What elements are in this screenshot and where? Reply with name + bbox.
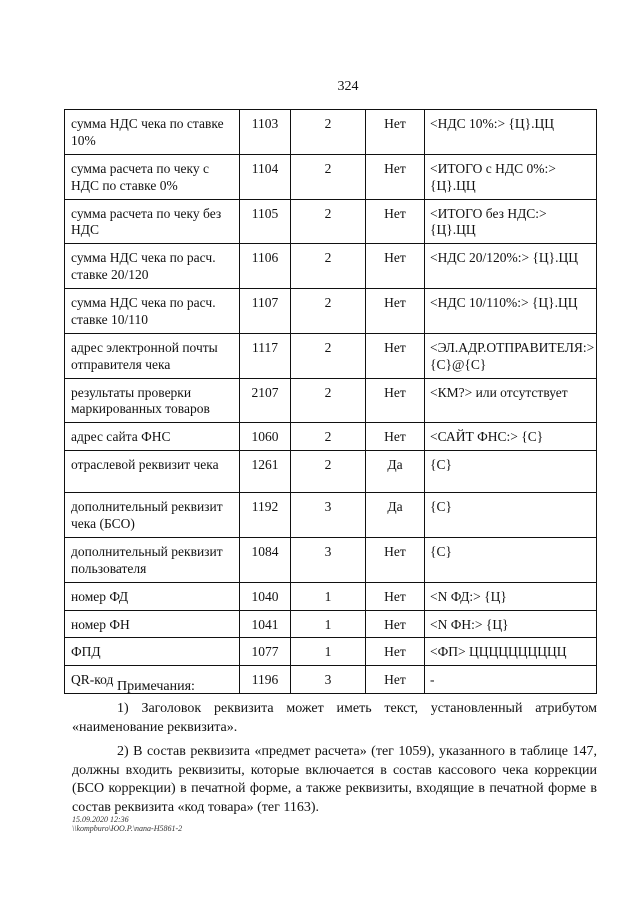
table-row: [65, 110, 597, 155]
requisite-mandatory: Нет: [366, 423, 425, 451]
requisite-format: <НДС 10%:> {Ц}.ЦЦ: [425, 110, 597, 155]
requisite-tag: 2107: [240, 378, 291, 423]
requisite-length: 2: [291, 378, 366, 423]
table-row: [65, 199, 597, 244]
requisite-tag: 1084: [240, 537, 291, 582]
requisite-name: сумма расчета по чеку без НДС: [65, 199, 240, 244]
requisite-length: 2: [291, 154, 366, 199]
print-stamp: [72, 815, 182, 833]
requisite-mandatory: Нет: [366, 199, 425, 244]
requisite-length: 1: [291, 638, 366, 666]
table-row: [65, 493, 597, 538]
table-row: [65, 451, 597, 493]
requisite-format: <N ФН:> {Ц}: [425, 610, 597, 638]
requisite-format: {C}: [425, 537, 597, 582]
requisite-name: сумма расчета по чеку с НДС по ставке 0%: [65, 154, 240, 199]
requisite-format: <ЭЛ.АДР.ОТПРАВИТЕЛЯ:> {C}@{C}: [425, 333, 597, 378]
note-2: 2) В состав реквизита «предмет расчета» (тег 1059), указанного в таблице 147, должны входить реквизиты, которые включается в состав кассового чека коррекции (БСО коррекции) в печатной форме, а также реквизиты, входящие в печатной форме в состав реквизита «код товара» (тег 1163).: [72, 744, 597, 815]
requisite-format: <N ФД:> {Ц}: [425, 582, 597, 610]
requisite-name: ФПД: [65, 638, 240, 666]
requisites-table: [64, 109, 597, 694]
requisite-mandatory: Нет: [366, 537, 425, 582]
requisite-name: результаты проверки маркированных товаров: [65, 378, 240, 423]
table-row: [65, 378, 597, 423]
requisite-format: <САЙТ ФНС:> {C}: [425, 423, 597, 451]
table-row: [65, 610, 597, 638]
table-row: [65, 638, 597, 666]
table-row: [65, 333, 597, 378]
requisite-length: 2: [291, 423, 366, 451]
requisite-mandatory: Нет: [366, 244, 425, 289]
requisite-format: <ИТОГО с НДС 0%:> {Ц}.ЦЦ: [425, 154, 597, 199]
requisite-tag: 1106: [240, 244, 291, 289]
table-row: [65, 244, 597, 289]
requisite-format: {C}: [425, 451, 597, 493]
requisite-format: <КМ?> или отсутствует: [425, 378, 597, 423]
requisite-tag: 1041: [240, 610, 291, 638]
requisite-tag: 1196: [240, 666, 291, 694]
requisite-tag: 1077: [240, 638, 291, 666]
requisite-name: сумма НДС чека по расч. ставке 10/110: [65, 289, 240, 334]
requisite-mandatory: Нет: [366, 110, 425, 155]
requisite-mandatory: Нет: [366, 666, 425, 694]
requisite-format: <НДС 10/110%:> {Ц}.ЦЦ: [425, 289, 597, 334]
requisite-name: адрес сайта ФНС: [65, 423, 240, 451]
requisite-tag: 1104: [240, 154, 291, 199]
requisite-tag: 1040: [240, 582, 291, 610]
note-1: 1) Заголовок реквизита может иметь текст, установленный атрибутом «наименование реквизита».: [72, 701, 597, 735]
requisite-tag: 1103: [240, 110, 291, 155]
requisite-tag: 1261: [240, 451, 291, 493]
page-number: 324: [337, 79, 359, 94]
requisite-length: 3: [291, 666, 366, 694]
table-row: [65, 423, 597, 451]
requisite-tag: 1192: [240, 493, 291, 538]
requisite-name: сумма НДС чека по расч. ставке 20/120: [65, 244, 240, 289]
requisite-format: <ФП> ЦЦЦЦЦЦЦЦЦЦ: [425, 638, 597, 666]
requisite-length: 1: [291, 582, 366, 610]
table-row: [65, 582, 597, 610]
requisite-mandatory: Да: [366, 493, 425, 538]
requisite-mandatory: Нет: [366, 289, 425, 334]
requisite-name: отраслевой реквизит чека: [65, 451, 240, 493]
requisite-length: 2: [291, 244, 366, 289]
requisite-format: {C}: [425, 493, 597, 538]
requisite-name: дополнительный реквизит чека (БСО): [65, 493, 240, 538]
print-stamp-path: \\kompburo\ЮО.Р.\nana-H5861-2: [72, 824, 183, 834]
notes-title: Примечания:: [117, 679, 195, 694]
requisite-format: -: [425, 666, 597, 694]
requisite-mandatory: Нет: [366, 610, 425, 638]
requisite-mandatory: Нет: [366, 582, 425, 610]
requisite-name: QR-код: [65, 666, 240, 694]
requisite-mandatory: Нет: [366, 154, 425, 199]
requisite-length: 2: [291, 289, 366, 334]
requisite-name: номер ФН: [65, 610, 240, 638]
requisite-format: <НДС 20/120%:> {Ц}.ЦЦ: [425, 244, 597, 289]
requisite-length: 3: [291, 537, 366, 582]
requisite-mandatory: Нет: [366, 378, 425, 423]
table-row: [65, 537, 597, 582]
requisite-tag: 1107: [240, 289, 291, 334]
requisite-length: 3: [291, 493, 366, 538]
table-row: [65, 154, 597, 199]
requisite-length: 2: [291, 333, 366, 378]
print-stamp-date: 15.09.2020 12:36: [72, 815, 129, 824]
requisite-name: дополнительный реквизит пользователя: [65, 537, 240, 582]
requisite-length: 2: [291, 110, 366, 155]
notes-section: [72, 678, 597, 823]
requisite-name: номер ФД: [65, 582, 240, 610]
requisite-mandatory: Нет: [366, 638, 425, 666]
requisite-length: 2: [291, 199, 366, 244]
table-row: [65, 289, 597, 334]
requisite-name: сумма НДС чека по ставке 10%: [65, 110, 240, 155]
requisite-name: адрес электронной почты отправителя чека: [65, 333, 240, 378]
requisite-mandatory: Нет: [366, 333, 425, 378]
requisite-tag: 1060: [240, 423, 291, 451]
requisite-length: 2: [291, 451, 366, 493]
requisite-tag: 1117: [240, 333, 291, 378]
requisite-format: <ИТОГО без НДС:> {Ц}.ЦЦ: [425, 199, 597, 244]
requisite-mandatory: Да: [366, 451, 425, 493]
requisite-tag: 1105: [240, 199, 291, 244]
requisite-length: 1: [291, 610, 366, 638]
